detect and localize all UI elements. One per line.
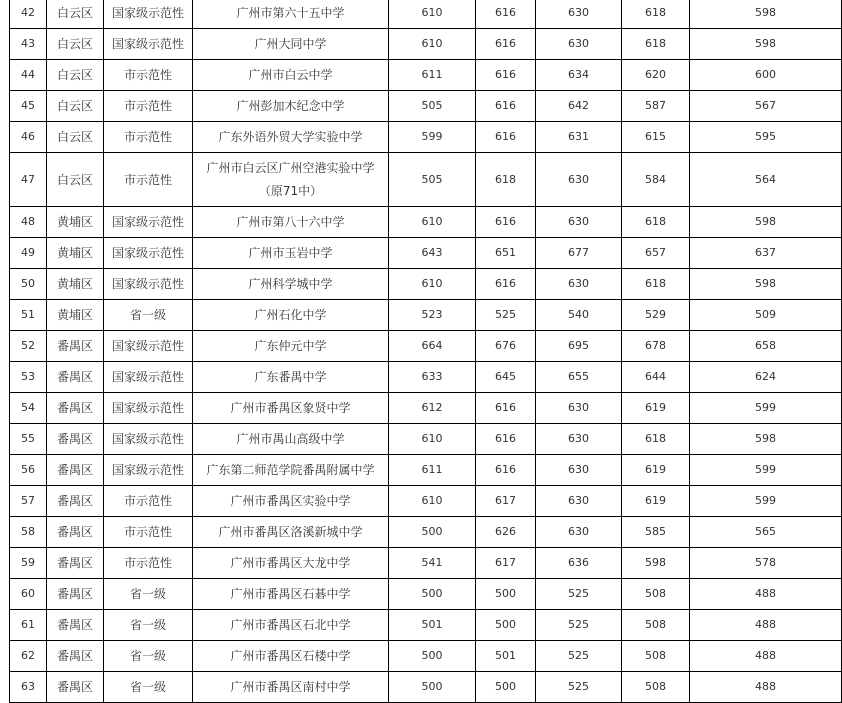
table-row: [10, 517, 842, 548]
score-col-5-cell: 578: [690, 548, 842, 579]
table-row: [10, 269, 842, 300]
score-col-3-cell: 525: [536, 579, 622, 610]
school-name-cell: 广州市番禺区南村中学: [193, 672, 389, 703]
score-col-4-cell: 678: [622, 331, 690, 362]
school-name-cell: 广州市番禺区石楼中学: [193, 641, 389, 672]
score-col-1-cell: 541: [389, 548, 476, 579]
district-cell: 番禺区: [47, 548, 104, 579]
school-name-cell: 广东第二师范学院番禺附属中学: [193, 455, 389, 486]
district-cell: 番禺区: [47, 610, 104, 641]
score-col-3-cell: 630: [536, 486, 622, 517]
score-col-3-cell: 655: [536, 362, 622, 393]
school-level-cell: 省一级: [104, 610, 193, 641]
school-name-cell: 广东仲元中学: [193, 331, 389, 362]
score-col-2-cell: 651: [476, 238, 536, 269]
score-col-5-cell: 595: [690, 122, 842, 153]
score-col-2-cell: 616: [476, 29, 536, 60]
school-name-cell: 广州市第六十五中学: [193, 0, 389, 29]
school-name-cell: 广州市番禺区洛溪新城中学: [193, 517, 389, 548]
score-col-3-cell: 540: [536, 300, 622, 331]
table-row: [10, 91, 842, 122]
score-col-2-cell: 500: [476, 672, 536, 703]
score-col-5-cell: 488: [690, 641, 842, 672]
district-cell: 白云区: [47, 60, 104, 91]
school-level-cell: 省一级: [104, 641, 193, 672]
district-cell: 番禺区: [47, 579, 104, 610]
school-level-cell: 国家级示范性: [104, 455, 193, 486]
row-number-cell: 61: [10, 610, 47, 641]
row-number-cell: 62: [10, 641, 47, 672]
score-col-2-cell: 626: [476, 517, 536, 548]
score-col-5-cell: 598: [690, 0, 842, 29]
school-name-cell: 广州科学城中学: [193, 269, 389, 300]
school-level-cell: 国家级示范性: [104, 331, 193, 362]
row-number-cell: 63: [10, 672, 47, 703]
score-col-2-cell: 618: [476, 153, 536, 207]
score-col-3-cell: 631: [536, 122, 622, 153]
score-col-1-cell: 612: [389, 393, 476, 424]
row-number-cell: 57: [10, 486, 47, 517]
school-level-cell: 市示范性: [104, 486, 193, 517]
school-name-cell: 广州市白云中学: [193, 60, 389, 91]
district-cell: 番禺区: [47, 331, 104, 362]
score-col-2-cell: 501: [476, 641, 536, 672]
score-col-1-cell: 611: [389, 455, 476, 486]
score-col-5-cell: 600: [690, 60, 842, 91]
score-col-4-cell: 619: [622, 486, 690, 517]
row-number-cell: 53: [10, 362, 47, 393]
score-col-4-cell: 644: [622, 362, 690, 393]
score-col-5-cell: 567: [690, 91, 842, 122]
score-col-1-cell: 505: [389, 153, 476, 207]
row-number-cell: 52: [10, 331, 47, 362]
score-col-4-cell: 618: [622, 424, 690, 455]
score-col-2-cell: 616: [476, 269, 536, 300]
score-col-1-cell: 505: [389, 91, 476, 122]
school-level-cell: 省一级: [104, 579, 193, 610]
district-cell: 番禺区: [47, 393, 104, 424]
score-col-2-cell: 525: [476, 300, 536, 331]
score-col-5-cell: 598: [690, 424, 842, 455]
district-cell: 白云区: [47, 0, 104, 29]
score-col-1-cell: 611: [389, 60, 476, 91]
score-col-4-cell: 508: [622, 641, 690, 672]
score-col-3-cell: 525: [536, 641, 622, 672]
school-name-cell: 广州市番禺区大龙中学: [193, 548, 389, 579]
score-col-3-cell: 677: [536, 238, 622, 269]
score-col-5-cell: 564: [690, 153, 842, 207]
school-level-cell: 国家级示范性: [104, 393, 193, 424]
score-col-4-cell: 657: [622, 238, 690, 269]
school-level-cell: 市示范性: [104, 517, 193, 548]
score-col-3-cell: 630: [536, 0, 622, 29]
district-cell: 白云区: [47, 153, 104, 207]
score-col-3-cell: 630: [536, 29, 622, 60]
score-col-4-cell: 618: [622, 0, 690, 29]
table-row: [10, 0, 842, 29]
table-row: [10, 393, 842, 424]
table-row: [10, 60, 842, 91]
score-col-4-cell: 618: [622, 269, 690, 300]
school-level-cell: 市示范性: [104, 60, 193, 91]
row-number-cell: 50: [10, 269, 47, 300]
score-col-2-cell: 616: [476, 207, 536, 238]
district-cell: 番禺区: [47, 362, 104, 393]
score-col-1-cell: 500: [389, 641, 476, 672]
score-col-5-cell: 598: [690, 269, 842, 300]
score-col-5-cell: 488: [690, 672, 842, 703]
score-col-1-cell: 501: [389, 610, 476, 641]
table-row: [10, 610, 842, 641]
school-level-cell: 国家级示范性: [104, 29, 193, 60]
table-row: [10, 455, 842, 486]
score-col-3-cell: 525: [536, 610, 622, 641]
row-number-cell: 47: [10, 153, 47, 207]
school-level-cell: 国家级示范性: [104, 424, 193, 455]
score-col-5-cell: 599: [690, 393, 842, 424]
score-col-2-cell: 616: [476, 455, 536, 486]
school-level-cell: 省一级: [104, 300, 193, 331]
row-number-cell: 60: [10, 579, 47, 610]
score-col-5-cell: 488: [690, 610, 842, 641]
score-col-1-cell: 610: [389, 29, 476, 60]
district-cell: 番禺区: [47, 455, 104, 486]
district-cell: 黄埔区: [47, 269, 104, 300]
score-col-1-cell: 500: [389, 672, 476, 703]
score-col-5-cell: 599: [690, 455, 842, 486]
score-col-5-cell: 637: [690, 238, 842, 269]
score-col-1-cell: 643: [389, 238, 476, 269]
score-col-3-cell: 630: [536, 207, 622, 238]
score-col-5-cell: 565: [690, 517, 842, 548]
school-name-cell: 广州市番禺区象贤中学: [193, 393, 389, 424]
school-level-cell: 国家级示范性: [104, 238, 193, 269]
score-col-3-cell: 630: [536, 424, 622, 455]
score-col-1-cell: 610: [389, 207, 476, 238]
score-col-3-cell: 525: [536, 672, 622, 703]
table-row: [10, 122, 842, 153]
score-col-5-cell: 598: [690, 207, 842, 238]
row-number-cell: 58: [10, 517, 47, 548]
score-col-4-cell: 619: [622, 455, 690, 486]
school-level-cell: 国家级示范性: [104, 0, 193, 29]
row-number-cell: 56: [10, 455, 47, 486]
score-col-4-cell: 529: [622, 300, 690, 331]
school-level-cell: 市示范性: [104, 548, 193, 579]
school-level-cell: 市示范性: [104, 122, 193, 153]
school-level-cell: 省一级: [104, 672, 193, 703]
score-col-4-cell: 598: [622, 548, 690, 579]
row-number-cell: 46: [10, 122, 47, 153]
school-name-cell: 广州市玉岩中学: [193, 238, 389, 269]
school-level-cell: 市示范性: [104, 153, 193, 207]
table-row: [10, 641, 842, 672]
school-name-cell: 广东番禺中学: [193, 362, 389, 393]
score-col-3-cell: 642: [536, 91, 622, 122]
score-col-4-cell: 618: [622, 207, 690, 238]
score-col-4-cell: 585: [622, 517, 690, 548]
school-level-cell: 国家级示范性: [104, 207, 193, 238]
score-col-3-cell: 630: [536, 153, 622, 207]
score-col-4-cell: 508: [622, 672, 690, 703]
table-row: [10, 153, 842, 207]
score-col-4-cell: 615: [622, 122, 690, 153]
table-row: [10, 29, 842, 60]
score-col-2-cell: 500: [476, 579, 536, 610]
district-cell: 番禺区: [47, 641, 104, 672]
table-row: [10, 548, 842, 579]
score-col-1-cell: 664: [389, 331, 476, 362]
table-row: [10, 579, 842, 610]
district-cell: 番禺区: [47, 486, 104, 517]
admission-score-table: [9, 0, 842, 703]
score-col-2-cell: 676: [476, 331, 536, 362]
district-cell: 白云区: [47, 122, 104, 153]
row-number-cell: 42: [10, 0, 47, 29]
district-cell: 黄埔区: [47, 300, 104, 331]
score-col-5-cell: 658: [690, 331, 842, 362]
score-col-3-cell: 630: [536, 269, 622, 300]
score-col-1-cell: 500: [389, 517, 476, 548]
district-cell: 白云区: [47, 91, 104, 122]
row-number-cell: 51: [10, 300, 47, 331]
score-col-3-cell: 630: [536, 393, 622, 424]
table-row: [10, 207, 842, 238]
score-col-4-cell: 508: [622, 579, 690, 610]
score-col-4-cell: 584: [622, 153, 690, 207]
school-name-cell: 广州市番禺区实验中学: [193, 486, 389, 517]
score-col-1-cell: 633: [389, 362, 476, 393]
row-number-cell: 44: [10, 60, 47, 91]
table-row: [10, 486, 842, 517]
score-col-1-cell: 500: [389, 579, 476, 610]
row-number-cell: 59: [10, 548, 47, 579]
score-col-1-cell: 610: [389, 424, 476, 455]
score-col-3-cell: 630: [536, 517, 622, 548]
score-col-2-cell: 617: [476, 548, 536, 579]
score-col-2-cell: 616: [476, 424, 536, 455]
row-number-cell: 55: [10, 424, 47, 455]
score-col-1-cell: 610: [389, 486, 476, 517]
score-col-3-cell: 634: [536, 60, 622, 91]
score-col-1-cell: 599: [389, 122, 476, 153]
score-col-4-cell: 508: [622, 610, 690, 641]
score-col-2-cell: 617: [476, 486, 536, 517]
school-name-cell: 广州石化中学: [193, 300, 389, 331]
table-row: [10, 362, 842, 393]
score-col-4-cell: 620: [622, 60, 690, 91]
score-col-2-cell: 616: [476, 122, 536, 153]
school-level-cell: 国家级示范性: [104, 362, 193, 393]
score-col-5-cell: 488: [690, 579, 842, 610]
row-number-cell: 45: [10, 91, 47, 122]
score-col-3-cell: 695: [536, 331, 622, 362]
score-col-2-cell: 616: [476, 91, 536, 122]
school-level-cell: 国家级示范性: [104, 269, 193, 300]
row-number-cell: 43: [10, 29, 47, 60]
score-col-2-cell: 616: [476, 393, 536, 424]
table-row: [10, 300, 842, 331]
district-cell: 番禺区: [47, 517, 104, 548]
table-row: [10, 672, 842, 703]
table-body: [10, 0, 842, 703]
score-col-4-cell: 587: [622, 91, 690, 122]
row-number-cell: 49: [10, 238, 47, 269]
score-col-3-cell: 636: [536, 548, 622, 579]
table-row: [10, 331, 842, 362]
score-col-1-cell: 610: [389, 0, 476, 29]
score-col-5-cell: 624: [690, 362, 842, 393]
school-name-cell: 广州彭加木纪念中学: [193, 91, 389, 122]
school-name-cell: 广州市白云区广州空港实验中学（原71中）: [193, 153, 389, 207]
row-number-cell: 54: [10, 393, 47, 424]
score-col-5-cell: 509: [690, 300, 842, 331]
school-name-cell: 广州市番禺区石北中学: [193, 610, 389, 641]
school-name-cell: 广东外语外贸大学实验中学: [193, 122, 389, 153]
score-col-4-cell: 618: [622, 29, 690, 60]
score-col-2-cell: 645: [476, 362, 536, 393]
score-col-1-cell: 610: [389, 269, 476, 300]
district-cell: 白云区: [47, 29, 104, 60]
score-col-2-cell: 500: [476, 610, 536, 641]
school-name-cell: 广州市第八十六中学: [193, 207, 389, 238]
score-col-5-cell: 599: [690, 486, 842, 517]
score-col-4-cell: 619: [622, 393, 690, 424]
score-col-5-cell: 598: [690, 29, 842, 60]
school-name-cell: 广州大同中学: [193, 29, 389, 60]
row-number-cell: 48: [10, 207, 47, 238]
district-cell: 黄埔区: [47, 238, 104, 269]
district-cell: 番禺区: [47, 424, 104, 455]
score-col-2-cell: 616: [476, 0, 536, 29]
score-col-1-cell: 523: [389, 300, 476, 331]
school-level-cell: 市示范性: [104, 91, 193, 122]
table-row: [10, 424, 842, 455]
table-row: [10, 238, 842, 269]
district-cell: 番禺区: [47, 672, 104, 703]
school-name-cell: 广州市番禺区石碁中学: [193, 579, 389, 610]
district-cell: 黄埔区: [47, 207, 104, 238]
score-col-2-cell: 616: [476, 60, 536, 91]
school-name-cell: 广州市禺山高级中学: [193, 424, 389, 455]
score-col-3-cell: 630: [536, 455, 622, 486]
